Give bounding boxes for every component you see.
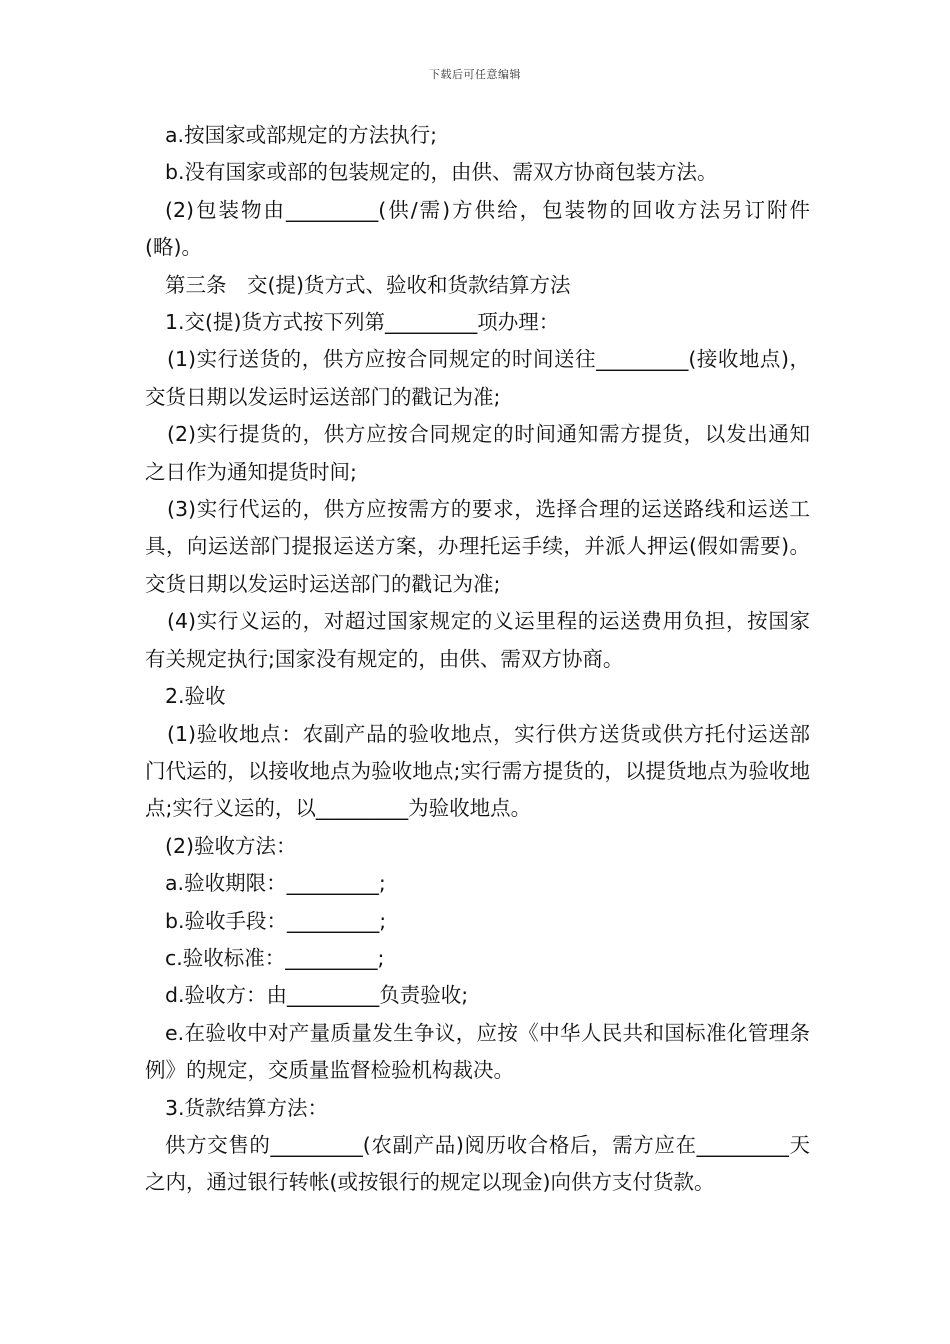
inspection-means: b.验收手段：_________; xyxy=(165,908,387,933)
inspection-dispute: e.在验收中对产量质量发生争议，应按《中华人民共和国标准化管理条例》的规定，交质量监督检验机构裁决。 xyxy=(145,1020,810,1083)
article-three-heading: 第三条 交(提)货方式、验收和货款结算方法 xyxy=(165,272,571,297)
inspection-period: a.验收期限：_________; xyxy=(165,871,386,896)
delivery-method-intro: 1.交(提)货方式按下列第_________项办理： xyxy=(165,310,560,335)
delivery-option-4: (4)实行义运的，对超过国家规定的义运里程的运送费用负担，按国家有关规定执行;国家没有规定的，由供、需双方协商。 xyxy=(145,609,810,671)
inspection-standard: c.验收标准：_________; xyxy=(165,945,385,970)
clause-packaging-a: a.按国家或部规定的方法执行; xyxy=(165,123,437,147)
page-header: 下载后可任意编辑 xyxy=(429,68,521,81)
inspection-heading: 2.验收 xyxy=(165,684,226,709)
payment-heading: 3.货款结算方法： xyxy=(165,1095,329,1120)
payment-terms: 供方交售的_________(农副产品)阅历收合格后，需方应在_________天之内，通过银行转帐(或按银行的规定以现金)向供方支付货款。 xyxy=(145,1132,810,1195)
document-body xyxy=(145,117,810,1202)
inspection-location: (1)验收地点：农副产品的验收地点，实行供方送货或供方托付运送部门代运的，以接收地点为验收地点;实行需方提货的，以提货地点为验收地点;实行义运的，以_________为验收地点。 xyxy=(145,721,810,821)
inspection-method: (2)验收方法： xyxy=(165,833,297,858)
clause-packaging-material: (2)包装物由_________(供/需)方供给，包装物的回收方法另订附件(略)。 xyxy=(145,197,810,260)
inspection-party: d.验收方：由_________负责验收; xyxy=(165,983,469,1008)
delivery-option-3: (3)实行代运的，供方应按需方的要求，选择合理的运送路线和运送工具，向运送部门提报运送方案，办理托运手续，并派人押运(假如需要)。交货日期以发运时运送部门的戳记为准; xyxy=(145,497,810,596)
clause-packaging-b: b.没有国家或部的包装规定的，由供、需双方协商包装方法。 xyxy=(165,160,718,185)
delivery-option-2: (2)实行提货的，供方应按合同规定的时间通知需方提货，以发出通知之日作为通知提货时间; xyxy=(145,422,810,484)
delivery-option-1: (1)实行送货的，供方应按合同规定的时间送往_________(接收地点)，交货日期以发运时运送部门的戳记为准; xyxy=(145,347,810,409)
